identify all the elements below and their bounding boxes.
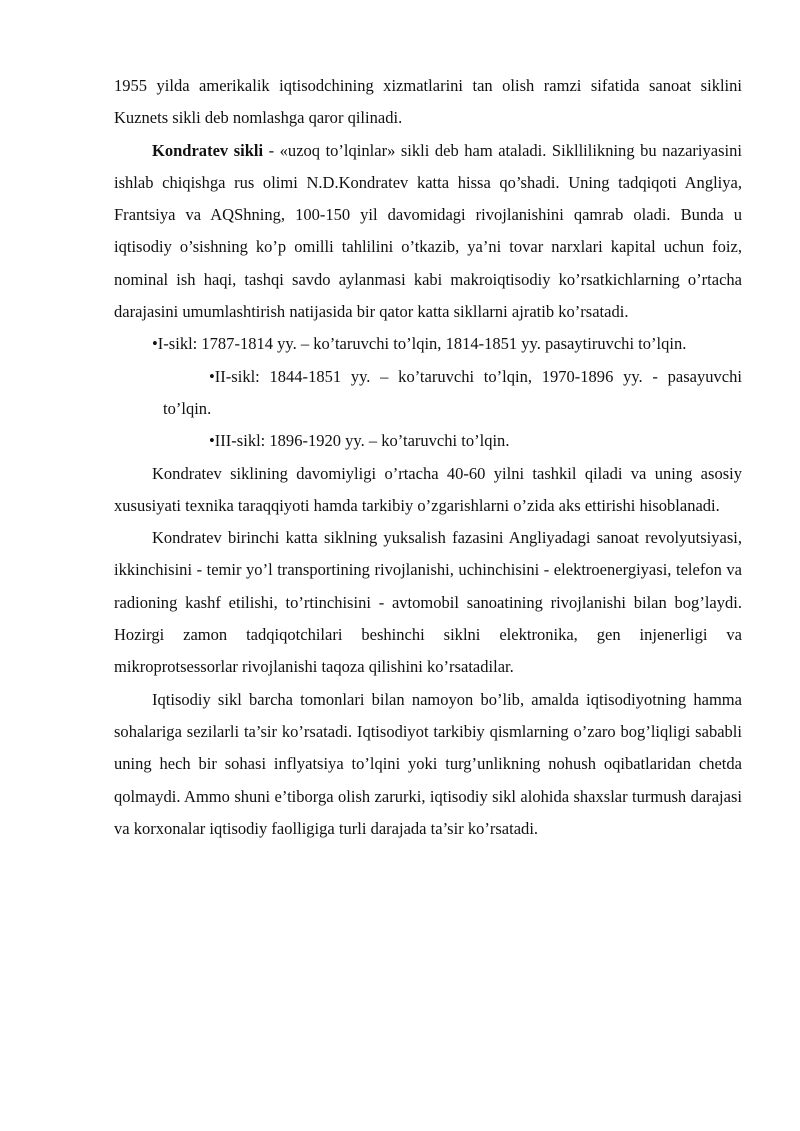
paragraph-kuznets-naming: 1955 yilda amerikalik iqtisodchining xizmatlarini tan olish ramzi sifatida sanoat siklini Kuznets sikli deb nomlashga qaror qilinadi. bbox=[114, 76, 742, 128]
bullet-sikl-1: •I-sikl: 1787-1814 yy. – ko’taruvchi to’lqin, 1814-1851 yy. pasaytiruvchi to’lqin. bbox=[152, 334, 687, 354]
paragraph-kondratev-duration: Kondratev siklining davomiyligi o’rtacha 40-60 yilni tashkil qiladi va uning asosiy xususiyati texnika taraqqiyoti hamda tarkibiy o’zgarishlarni o’zida aks ettirishi hisoblanadi. bbox=[114, 463, 742, 515]
document-page bbox=[114, 70, 742, 845]
term-kondratev-sikli: Kondratev sikli bbox=[152, 140, 264, 160]
bullet-sikl-3: •III-sikl: 1896-1920 yy. – ko’taruvchi to’lqin. bbox=[209, 431, 510, 451]
paragraph-kondratev-phases: Kondratev birinchi katta siklning yuksalish fazasini Angliyadagi sanoat revolyutsiyasi, ikkinchisini - temir yo’l transportining rivojlanishi, uchinchisini - elektroenergiyasi, telefon va radioning kashf etilishi, to’rtinchisini - avtomobil sanoatining rivojlanishi bilan bog’laydi. Hozirgi zamon tadqiqotchilari beshinchi siklni elektronika, gen injenerligi va mikroprotsessorlar rivojlanishi taqoza qilishini ko’rsatadilar. bbox=[114, 528, 742, 677]
paragraph-kondratev-body: - «uzoq to’lqinlar» sikli deb ham ataladi. Sikllilikning bu nazariyasini ishlab chiqishga rus olimi N.D.Kondratev katta hissa qo’shadi. Uning tadqiqoti Angliya, Frantsiya va AQShning, 100-150 yil davomidagi rivojlanishini qamrab oladi. Bunda u iqtisodiy o’sishning ko’p omilli tahlilini o’tkazib, ya’ni tovar narxlari kapital uchun foiz, nominal ish haqi, tashqi savdo aylanmasi kabi makroiqtisodiy ko’rsatkichlarning o’rtacha darajasini umumlashtirish natijasida bir qator katta sikllarni ajratib ko’rsatadi. bbox=[114, 140, 742, 322]
paragraph-economic-cycle-impact: Iqtisodiy sikl barcha tomonlari bilan namoyon bo’lib, amalda iqtisodiyotning hamma sohalariga sezilarli ta’sir ko’rsatadi. Iqtisodiyot tarkibiy qismlarning o’zaro bog’liqligi sababli uning hech bir sohasi inflyatsiya to’lqini yoki turg’unlikning nohush oqibatlaridan chetda qolmaydi. Ammo shuni e’tiborga olish zarurki, iqtisodiy sikl alohida shaxslar turmush darajasi va korxonalar iqtisodiy faolligiga turli darajada ta’sir ko’rsatadi. bbox=[114, 689, 742, 838]
bullet-sikl-2: •II-sikl: 1844-1851 yy. – ko’taruvchi to’lqin, 1970-1896 yy. - pasayuvchi to’lqin. bbox=[163, 366, 742, 418]
paragraph-kondratev-definition bbox=[114, 135, 742, 329]
